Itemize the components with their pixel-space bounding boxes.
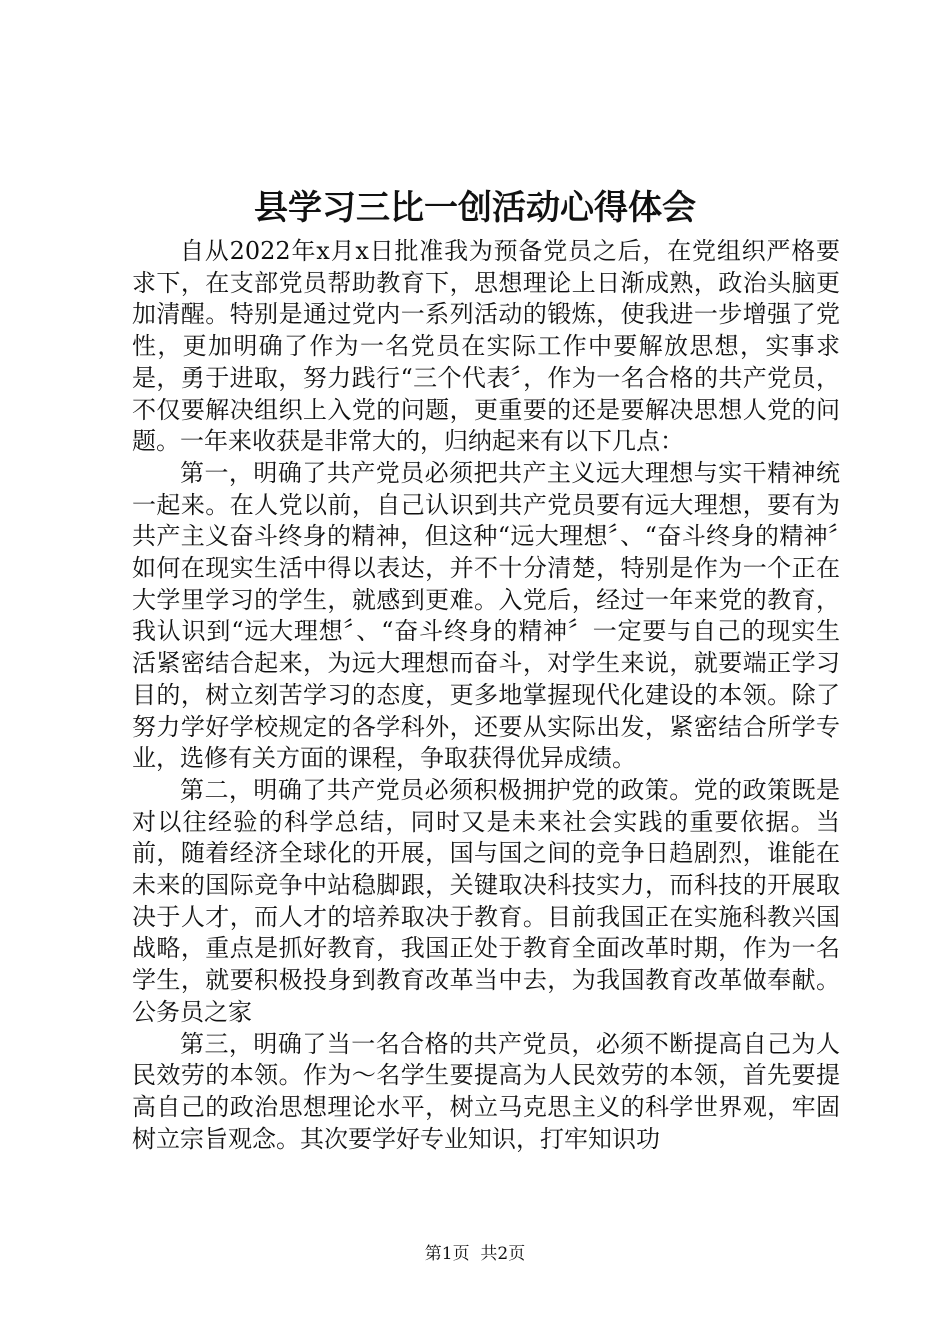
paragraph-first-point: 第一，明确了共产党员必须把共产主义远大理想与实干精神统一起来。在人党以前，自己认识到共产党员要有远大理想，要有为共产主义奋斗终身的精神，但这种“远大理想〞、“奋斗终身的精神〞如何在现实生活中得以表达，并不十分清楚，特别是作为一个正在大学里学习的学生，就感到更难。入党后，经过一年来党的教育，我认识到“远大理想〞、“奋斗终身的精神〞一定要与自己的现实生活紧密结合起来，为远大理想而奋斗，对学生来说，就要端正学习目的，树立刻苦学习的态度，更多地掌握现代化建设的本领。除了努力学好学校规定的各学科外，还要从实际出发，紧密结合所学专业，选修有关方面的课程，争取获得优异成绩。 (132, 458, 840, 773)
document-body (132, 236, 840, 1155)
paragraph-second-point: 第二，明确了共产党员必须积极拥护党的政策。党的政策既是对以往经验的科学总结，同时又是未来社会实践的重要依据。当前，随着经济全球化的开展，国与国之间的竞争日趋剧烈，谁能在未来的国际竞争中站稳脚跟，关键取决科技实力，而科技的开展取决于人才，而人才的培养取决于教育。目前我国正在实施科教兴国战略，重点是抓好教育，我国正处于教育全面改革时期，作为一名学生，就要积极投身到教育改革当中去，为我国教育改革做奉献。公务员之家 (132, 775, 840, 1026)
footer-separator (470, 1244, 481, 1264)
page-total: 共2页 (480, 1244, 526, 1264)
document-title: 县学习三比一创活动心得体会 (254, 188, 696, 228)
paragraph-intro: 自从2022年x月x日批准我为预备党员之后，在党组织严格要求下，在支部党员帮助教育下，思想理论上日渐成熟，政治头脑更加清醒。特别是通过党内一系列活动的锻炼，使我进一步增强了党性，更加明确了作为一名党员在实际工作中要解放思想，实事求是，勇于进取，努力践行“三个代表〞，作为一名合格的共产党员，不仅要解决组织上入党的问题，更重要的还是要解决思想人党的问题。一年来收获是非常大的，归纳起来有以下几点： (132, 237, 840, 456)
page-footer (0, 1243, 950, 1265)
paragraph-third-point: 第三，明确了当一名合格的共产党员，必须不断提高自己为人民效劳的本领。作为～名学生要提高为人民效劳的本领，首先要提高自己的政治思想理论水平，树立马克思主义的科学世界观，牢固树立宗旨观念。其次要学好专业知识，打牢知识功 (132, 1029, 840, 1153)
page-number: 第1页 (424, 1244, 470, 1264)
